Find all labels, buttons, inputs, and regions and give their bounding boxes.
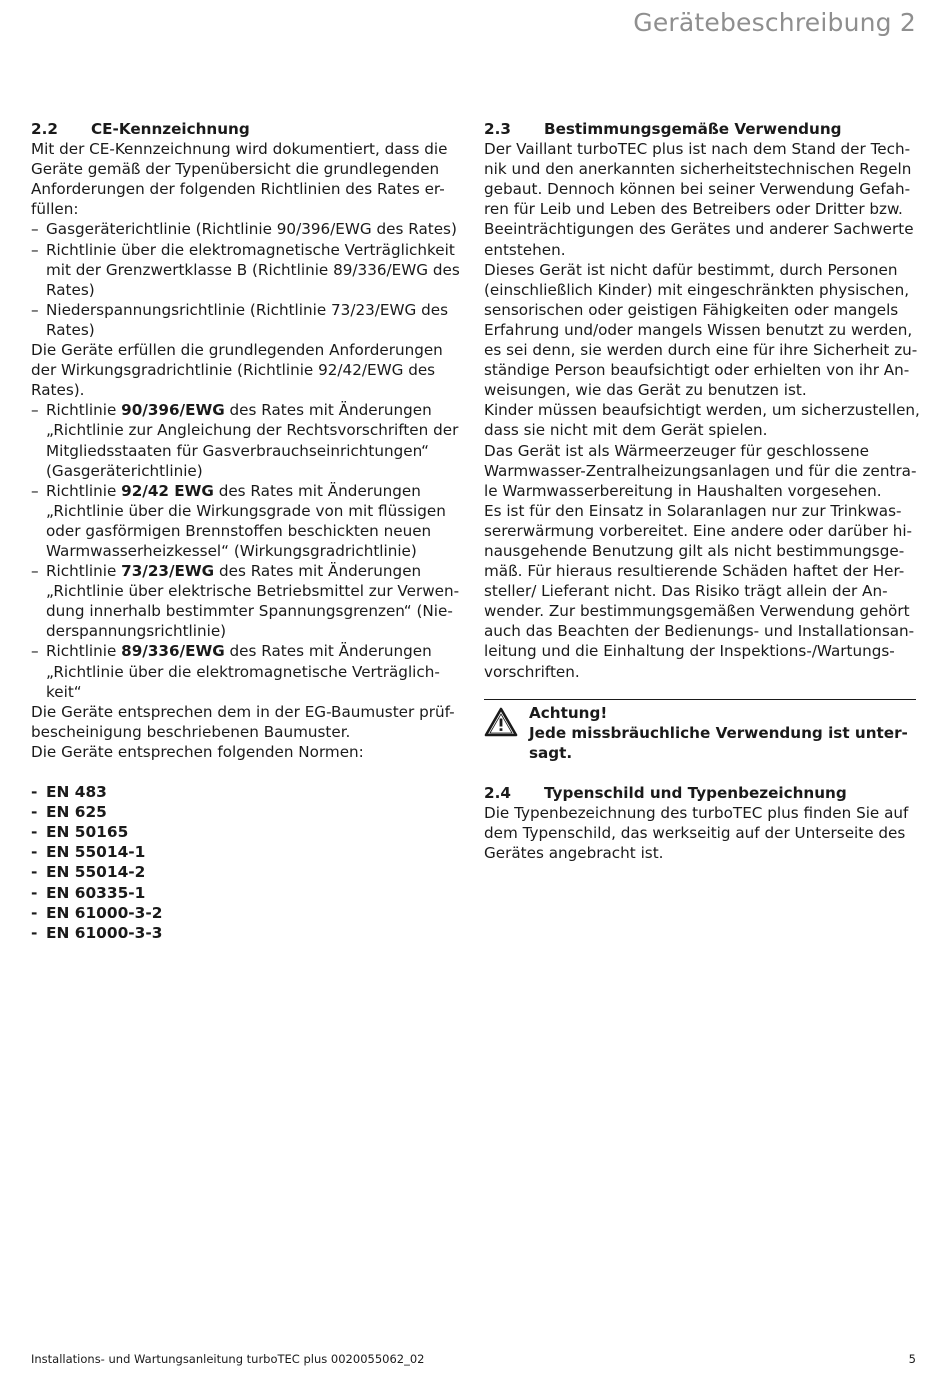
paragraph-line: es sei denn, sie werden durch eine für ihre Sicherheit zu-	[484, 341, 918, 360]
footer-document-title: Installations- und Wartungsanleitung turboTEC plus 0020055062_02	[31, 1352, 425, 1366]
amendment-code: 92/42 EWG	[121, 481, 214, 500]
amendment-line: derspannungsrichtlinie)	[46, 622, 227, 641]
paragraph-line: ren für Leib und Leben des Betreibers oder Dritter bzw.	[484, 200, 903, 219]
amendment-line: „Richtlinie zur Angleichung der Rechtsvorschriften der	[46, 421, 459, 440]
paragraph-line: sererwärmung vorbereitet. Eine andere oder darüber hi-	[484, 521, 913, 540]
paragraph-line: vorschriften.	[484, 662, 580, 681]
directive-line: – Gasgeräterichtlinie (Richtlinie 90/396/EWG des Rates)	[46, 220, 457, 239]
amendment-line: „Richtlinie über die Wirkungsgrade von mit flüssigen	[46, 501, 446, 520]
paragraph-line: entstehen.	[484, 240, 566, 259]
amendment-line: keit“	[46, 682, 82, 701]
section-heading-2-4	[484, 783, 916, 803]
amendment-head	[46, 641, 471, 661]
paragraph-line: (einschließlich Kinder) mit eingeschränkten physischen,	[484, 280, 910, 299]
paragraph-line: Kinder müssen beaufsichtigt werden, um sicherzustellen,	[484, 401, 920, 420]
paragraph-line: dem Typenschild, das werkseitig auf der Unterseite des	[484, 824, 906, 843]
paragraph-line: nausgehende Benutzung gilt als nicht bestimmungsge-	[484, 541, 905, 560]
section-number: 2.3	[484, 120, 511, 138]
directive-line: mit der Grenzwertklasse B (Richtlinie 89/336/EWG des	[46, 260, 460, 279]
warning-box	[484, 703, 916, 763]
paragraph-line: Gerätes angebracht ist.	[484, 844, 664, 863]
paragraph-line: Warmwasser-Zentralheizungsanlagen und für die zentra-	[484, 461, 917, 480]
directive-line: – Niederspannungsrichtlinie (Richtlinie 73/23/EWG des	[46, 300, 448, 319]
paragraph-line: steller/ Lieferant nicht. Das Risiko trägt allein der An-	[484, 582, 888, 601]
amendment-line: „Richtlinie über die elektromagnetische Verträglich-	[46, 662, 440, 681]
intro-line: Anforderungen der folgenden Richtlinien des Rates er-	[31, 180, 445, 199]
amendment-code: 90/396/EWG	[121, 401, 225, 420]
efficiency-line: Die Geräte erfüllen die grundlegenden Anforderungen	[31, 341, 443, 360]
intro-line: Mit der CE-Kennzeichnung wird dokumentiert, dass die	[31, 140, 448, 159]
warning-line: sagt.	[529, 743, 573, 762]
paragraph-line: gebaut. Dennoch können bei seiner Verwendung Gefah-	[484, 180, 911, 199]
amendment-item	[31, 400, 471, 480]
amendment-item	[31, 561, 471, 641]
efficiency-line: Rates).	[31, 381, 85, 400]
paragraph-line: mäß. Für hieraus resultierende Schäden haftet der Her-	[484, 562, 905, 581]
intro-line: Geräte gemäß der Typenübersicht die grundlegenden	[31, 160, 440, 179]
norm-item: - EN 61000-3-2	[31, 903, 471, 923]
section-heading-2-2	[31, 119, 471, 139]
amendment-code: 73/23/EWG	[121, 562, 215, 581]
section-number: 2.2	[31, 120, 58, 138]
amendment-line: Mitgliedsstaaten für Gasverbrauchseinrichtungen“	[46, 441, 430, 460]
paragraph-line: Erfahrung und/oder mangels Wissen benutzt zu werden,	[484, 320, 913, 339]
paragraph-line: dass sie nicht mit dem Gerät spielen.	[484, 421, 768, 440]
efficiency-line: der Wirkungsgradrichtlinie (Richtlinie 92/42/EWG des	[31, 361, 436, 380]
amendment-prefix: Richtlinie	[46, 642, 122, 661]
section-2-3-body	[484, 139, 920, 682]
paragraph-line: Es ist für den Einsatz in Solaranlagen nur zur Trinkwas-	[484, 501, 902, 520]
directive-line: Rates)	[46, 320, 95, 339]
closing-line: Die Geräte entsprechen dem in der EG-Baumuster prüf-	[31, 702, 455, 721]
amendment-line: Warmwasserheizkessel“ (Wirkungsgradrichtlinie)	[46, 541, 417, 560]
right-column	[484, 119, 920, 863]
paragraph-line: auch das Beachten der Bedienungs- und Installationsan-	[484, 622, 915, 641]
page-header-title: Gerätebeschreibung 2	[633, 8, 916, 37]
closing-line: Die Geräte entsprechen folgenden Normen:	[31, 742, 364, 761]
paragraph-line: Das Gerät ist als Wärmeerzeuger für geschlossene	[484, 441, 869, 460]
section-number: 2.4	[484, 784, 511, 802]
paragraph-line: Beeinträchtigungen des Gerätes und anderer Sachwerte	[484, 220, 914, 239]
norm-item: - EN 483	[31, 782, 471, 802]
amendment-prefix: Richtlinie	[46, 481, 122, 500]
amendment-item	[31, 481, 471, 561]
left-column	[31, 119, 471, 943]
paragraph-line: Die Typenbezeichnung des turboTEC plus finden Sie auf	[484, 804, 909, 823]
section-heading-2-3	[484, 119, 916, 139]
section-title: Bestimmungsgemäße Verwendung	[544, 120, 842, 138]
amendment-line: (Gasgeräterichtlinie)	[46, 461, 203, 480]
amendment-line: „Richtlinie über elektrische Betriebsmittel zur Verwen-	[46, 582, 460, 601]
amendment-head	[46, 561, 471, 581]
amendment-code: 89/336/EWG	[121, 642, 225, 661]
directive-line: Rates)	[46, 280, 95, 299]
paragraph-line: leitung und die Einhaltung der Inspektions-/Wartungs-	[484, 642, 895, 661]
section-title: CE-Kennzeichnung	[91, 120, 250, 138]
amendment-suffix: des Rates mit Änderungen	[224, 401, 432, 420]
section-title: Typenschild und Typenbezeichnung	[544, 784, 847, 802]
paragraph-line: sensorischen oder geistigen Fähigkeiten oder mangels	[484, 300, 899, 319]
paragraph-line: nik und den anerkannten sicherheitstechnischen Regeln	[484, 160, 912, 179]
paragraph-line: Der Vaillant turboTEC plus ist nach dem Stand der Tech-	[484, 140, 911, 159]
amendment-prefix: Richtlinie	[46, 562, 122, 581]
norm-item: - EN 55014-2	[31, 862, 471, 882]
paragraph-line: weisungen, wie das Gerät zu benutzen ist.	[484, 381, 807, 400]
directive-item	[31, 219, 471, 239]
warning-title: Achtung!	[529, 703, 608, 722]
amendment-suffix: des Rates mit Änderungen	[213, 481, 421, 500]
amendment-prefix: Richtlinie	[46, 401, 122, 420]
intro-line: füllen:	[31, 200, 79, 219]
norm-item: - EN 625	[31, 802, 471, 822]
paragraph-line: le Warmwasserbereitung in Haushalten vorgesehen.	[484, 481, 882, 500]
amendment-item	[31, 641, 471, 701]
directive-item	[31, 300, 471, 340]
amendment-suffix: des Rates mit Änderungen	[214, 562, 422, 581]
warning-line: Jede missbräuchliche Verwendung ist unter-	[529, 723, 908, 742]
amendment-suffix: des Rates mit Änderungen	[224, 642, 432, 661]
amendment-head	[46, 481, 471, 501]
norm-item: - EN 50165	[31, 822, 471, 842]
directive-line: – Richtlinie über die elektromagnetische Verträglichkeit	[46, 240, 455, 259]
paragraph-line: ständige Person beaufsichtigt oder erhielten von ihr An-	[484, 361, 910, 380]
amendment-line: dung innerhalb bestimmter Spannungsgrenzen“ (Nie-	[46, 602, 453, 621]
paragraph-line: wender. Zur bestimmungsgemäßen Verwendung gehört	[484, 602, 910, 621]
norm-item: - EN 55014-1	[31, 842, 471, 862]
directive-item	[31, 240, 471, 300]
norms-list	[31, 782, 471, 943]
warning-divider	[484, 699, 916, 700]
paragraph-line: Dieses Gerät ist nicht dafür bestimmt, durch Personen	[484, 260, 898, 279]
amendment-head	[46, 400, 471, 420]
amendment-line: oder gasförmigen Brennstoffen beschickten neuen	[46, 521, 432, 540]
footer-page-number: 5	[908, 1352, 916, 1366]
warning-triangle-icon	[484, 707, 518, 737]
norm-item: - EN 60335-1	[31, 883, 471, 903]
norm-item: - EN 61000-3-3	[31, 923, 471, 943]
closing-line: bescheinigung beschriebenen Baumuster.	[31, 722, 351, 741]
